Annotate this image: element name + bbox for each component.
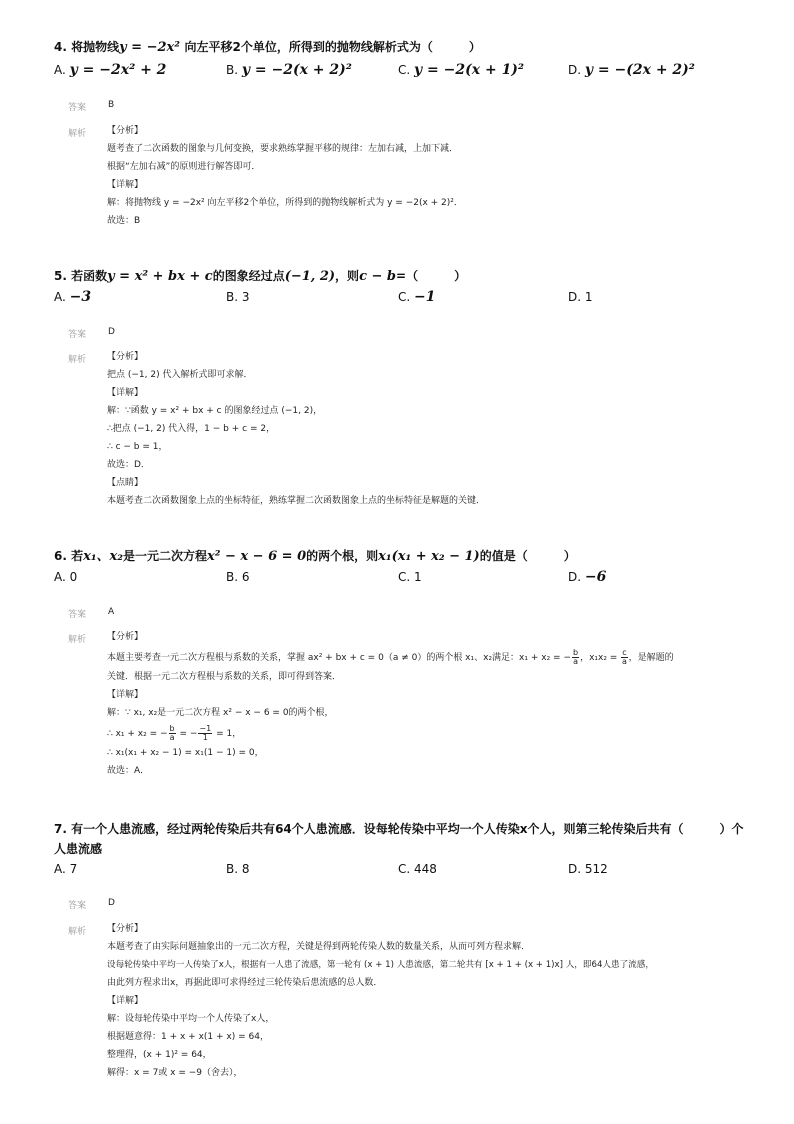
q4-stem — [54, 38, 481, 57]
q4-analysis-line: 根据“左加右减”的原则进行解答即可． — [107, 162, 261, 172]
q4-analysis-line: 题考查了二次函数的图象与几何变换，要求熟练掌握平移的规律：左加右减，上加下减． — [107, 144, 459, 154]
q7-analysis-line: 【详解】 — [107, 996, 144, 1006]
q7-answer-value: D — [108, 898, 115, 908]
fraction-numerator: b — [572, 648, 579, 657]
q6-analysis-tag: 解析 — [68, 635, 87, 645]
analysis-text: = − — [176, 729, 198, 739]
option-expr: 1 — [414, 570, 422, 584]
option-letter: C. — [398, 290, 411, 304]
q4-analysis-tag: 解析 — [68, 129, 87, 139]
q6-stem-math-2: x² − x − 6 = 0 — [207, 549, 307, 564]
option-expr: 3 — [241, 290, 250, 304]
q6-stem-text: 6. 若 — [54, 549, 84, 563]
q7-analysis-line: 根据题意得：1 + x + x(1 + x) = 64， — [107, 1032, 269, 1042]
q5-stem-math-3: c − b — [359, 269, 397, 284]
q4-option-b — [226, 61, 352, 79]
q5-analysis-line: 【详解】 — [107, 388, 144, 398]
option-letter: C. — [398, 862, 411, 876]
option-letter: B. — [226, 290, 239, 304]
fraction — [169, 725, 176, 742]
q7-analysis-line: 解：设每轮传染中平均一个人传染了x人， — [107, 1014, 275, 1024]
option-letter: C. — [398, 63, 411, 77]
analysis-text: ∴ x₁ + x₂ = − — [107, 729, 168, 739]
q7-option-a — [54, 860, 77, 878]
fraction-numerator: b — [169, 724, 175, 733]
option-expr: 448 — [414, 862, 437, 876]
option-letter: C. — [398, 570, 411, 584]
q6-analysis-line — [107, 725, 241, 742]
q6-analysis-line: 【分析】 — [107, 632, 144, 642]
q6-analysis-line: ∴ x₁(x₁ + x₂ − 1) = x₁(1 − 1) = 0， — [107, 748, 264, 758]
q7-option-b — [226, 860, 250, 878]
q5-stem-text-3: ，则 — [335, 269, 360, 283]
fraction-numerator: c — [622, 648, 627, 657]
option-expr: 7 — [69, 862, 78, 876]
q6-analysis-line: 解：∵ x₁, x₂是一元二次方程 x² − x − 6 = 0的两个根， — [107, 708, 334, 718]
option-expr: −6 — [584, 569, 607, 585]
q7-analysis-line: 设每轮传染中平均一人传染了x人，根据有一人患了流感，第一轮有 (x + 1) 人患流感，第二轮共有 [x + 1 + (x + 1)x] 人，即64人患了流感， — [107, 960, 654, 970]
q6-stem-text-4: 的值是（ ） — [479, 549, 576, 563]
option-expr: y = −2x² + 2 — [69, 62, 167, 78]
option-letter: A. — [54, 570, 66, 584]
option-expr: 512 — [584, 862, 608, 876]
q5-analysis-tag: 解析 — [68, 355, 87, 365]
q5-analysis-line: ∴把点 (−1, 2) 代入得，1 − b + c = 2， — [107, 424, 276, 434]
q5-option-d — [568, 288, 593, 306]
q6-analysis-line: 【详解】 — [107, 690, 144, 700]
q7-analysis-line: 整理得，(x + 1)² = 64， — [107, 1050, 212, 1060]
q6-option-c — [398, 568, 422, 586]
q5-stem-math: y = x² + bx + c — [107, 269, 213, 284]
q7-option-c — [398, 860, 437, 878]
analysis-text: ，是解题的 — [628, 653, 674, 663]
option-expr: y = −2(x + 1)² — [414, 62, 525, 78]
option-letter: A. — [54, 862, 66, 876]
option-letter: D. — [568, 570, 582, 584]
fraction-denominator: a — [621, 657, 627, 666]
fraction — [621, 649, 627, 666]
q7-stem-line-1: 7. 有一个人患流感，经过两轮传染后共有64个人患流感．设每轮传染中平均一个人传染x个人，则第三轮传染后共有（ ）个 — [54, 822, 744, 836]
q5-stem-math-2: (−1, 2) — [284, 269, 336, 284]
option-letter: A. — [54, 63, 66, 77]
q7-analysis-line: 由此列方程求出x，再据此即可求得经过三轮传染后患流感的总人数． — [107, 978, 383, 988]
q6-analysis-line: 故选：A． — [107, 766, 150, 776]
q4-option-d — [568, 61, 695, 79]
q6-option-a — [54, 568, 77, 586]
q4-analysis-line: 【详解】 — [107, 180, 144, 190]
q4-option-a — [54, 61, 166, 79]
q6-answer-value: A — [108, 607, 115, 617]
q5-analysis-line: ∴ c − b = 1， — [107, 442, 168, 452]
q7-stem-line-2: 人患流感 — [54, 842, 103, 856]
analysis-text: 本题主要考查一元二次方程根与系数的关系，掌握 ax² + bx + c = 0（a ≠ 0）的两个根 x₁、x₂满足：x₁ + x₂ = − — [107, 653, 571, 663]
q7-analysis-tag: 解析 — [68, 927, 87, 937]
q5-analysis-line: 【分析】 — [107, 352, 144, 362]
q7-analysis-line: 本题考查了由实际问题抽象出的一元二次方程，关键是得到两轮传染人数的数量关系，从而可列方程求解． — [107, 942, 531, 952]
q5-analysis-line: 故选：D． — [107, 460, 150, 470]
option-letter: B. — [226, 63, 239, 77]
q6-analysis-line — [107, 649, 674, 666]
q4-stem-text: 4. 将抛物线 — [54, 40, 120, 54]
q5-analysis-line: 把点 (−1, 2) 代入解析式即可求解． — [107, 370, 253, 380]
q6-answer-tag: 答案 — [68, 610, 87, 620]
fraction-numerator: −1 — [199, 724, 212, 733]
option-expr: −3 — [69, 289, 92, 305]
option-expr: −1 — [414, 289, 436, 305]
q5-stem-text: 5. 若函数 — [54, 269, 108, 283]
analysis-text: = 1， — [213, 729, 242, 739]
q5-analysis-line: 【点睛】 — [107, 478, 144, 488]
option-letter: A. — [54, 290, 66, 304]
q6-stem-text-2: 是一元二次方程 — [122, 549, 207, 563]
q4-stem-text-2: 向左平移2个单位，所得到的抛物线解析式为（ ） — [184, 40, 481, 54]
option-expr: 6 — [241, 570, 250, 584]
q6-stem-text-3: 的两个根，则 — [306, 549, 379, 563]
fraction — [572, 649, 579, 666]
option-expr: 8 — [241, 862, 250, 876]
option-letter: B. — [226, 570, 239, 584]
analysis-text: ，x₁x₂ = — [580, 653, 621, 663]
q4-answer-value: B — [108, 100, 115, 110]
q5-option-b — [226, 288, 250, 306]
q4-analysis-line: 【分析】 — [107, 126, 144, 136]
q4-analysis-line: 故选：B — [107, 216, 141, 226]
option-letter: D. — [568, 63, 582, 77]
option-expr: y = −(2x + 2)² — [584, 62, 695, 78]
q5-answer-tag: 答案 — [68, 330, 87, 340]
q5-option-a — [54, 288, 91, 306]
option-expr: 1 — [584, 290, 593, 304]
q7-analysis-line: 解得：x = 7或 x = −9（舍去）， — [107, 1068, 243, 1078]
q5-analysis-line: 解：∵函数 y = x² + bx + c 的图象经过点 (−1, 2)， — [107, 406, 323, 416]
q5-analysis-line: 本题考查二次函数图象上点的坐标特征，熟练掌握二次函数图象上点的坐标特征是解题的关键． — [107, 496, 486, 506]
q5-stem-text-2: 的图象经过点 — [212, 269, 285, 283]
q7-analysis-line: 【分析】 — [107, 924, 144, 934]
q7-option-d — [568, 860, 608, 878]
fraction-denominator: a — [169, 733, 175, 742]
q4-stem-math: y = −2x² — [119, 40, 185, 55]
q6-stem-math: x₁、x₂ — [83, 549, 123, 564]
q6-option-d — [568, 568, 606, 586]
option-letter: D. — [568, 862, 582, 876]
q5-answer-value: D — [108, 327, 115, 337]
q4-analysis-line: 解：将抛物线 y = −2x² 向左平移2个单位，所得到的抛物线解析式为 y = −2(x + 2)²． — [107, 198, 463, 208]
q4-option-c — [398, 61, 524, 79]
q7-answer-tag: 答案 — [68, 901, 87, 911]
fraction-denominator: 1 — [202, 733, 208, 742]
option-letter: D. — [568, 290, 582, 304]
q5-stem — [54, 267, 466, 286]
fraction-denominator: a — [573, 657, 578, 666]
option-expr: y = −2(x + 2)² — [241, 62, 352, 78]
q5-option-c — [398, 288, 436, 306]
option-letter: B. — [226, 862, 239, 876]
q6-stem — [54, 547, 576, 566]
q6-analysis-line: 关键．根据一元二次方程根与系数的关系，即可得到答案． — [107, 672, 342, 682]
option-expr: 0 — [69, 570, 78, 584]
fraction — [198, 725, 212, 742]
q6-stem-math-3: x₁(x₁ + x₂ − 1) — [378, 549, 480, 564]
q4-answer-tag: 答案 — [68, 103, 87, 113]
q5-stem-text-4: =（ ） — [396, 269, 467, 283]
q6-option-b — [226, 568, 250, 586]
